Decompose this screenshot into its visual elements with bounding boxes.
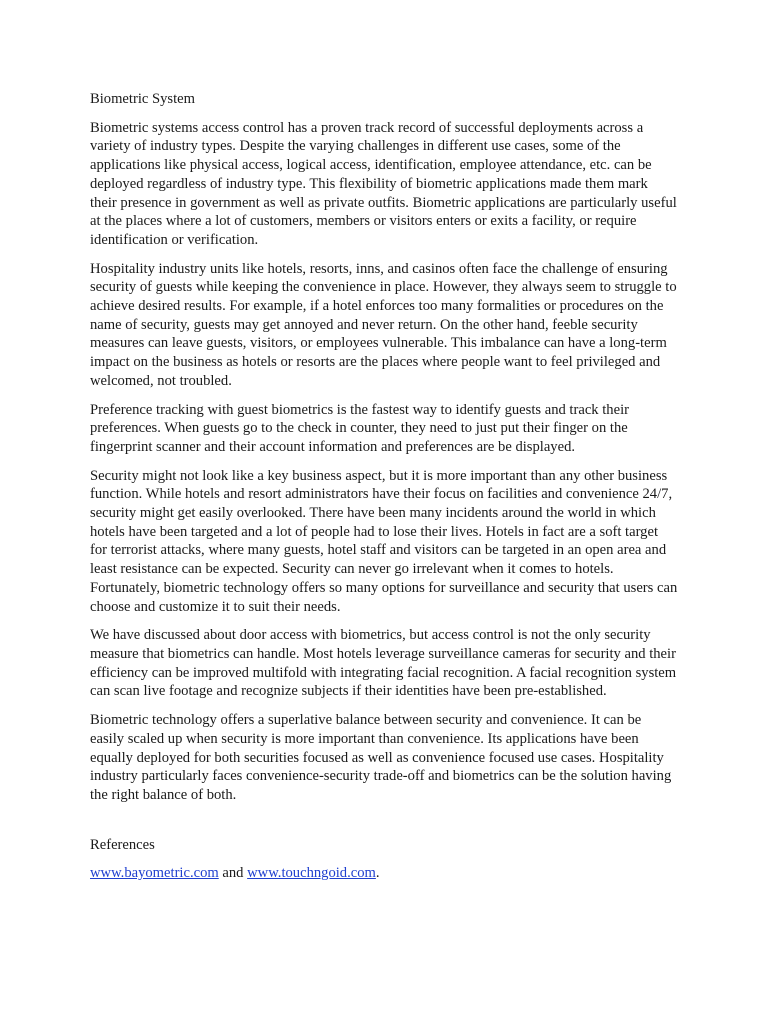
section-spacer <box>90 815 678 836</box>
document-page <box>90 90 678 883</box>
paragraph-conclusion: Biometric technology offers a superlative balance between security and convenience. It can be easily scaled up when security is more important than convenience. Its applications have been equally deployed for both securities focused as well as convenience focused use cases. Hospitality industry particularly faces convenience-security trade-off and biometrics can be the solution having the right balance of both. <box>90 712 672 803</box>
reference-link-touchngoid[interactable]: www.touchngoid.com <box>247 865 376 882</box>
references-end-punct: . <box>375 865 380 882</box>
references-heading: References <box>90 836 155 853</box>
references-line <box>90 864 678 883</box>
references-conjunction: and <box>218 865 248 882</box>
paragraph-intro: Biometric systems access control has a proven track record of successful deployments across a variety of industry types. Despite the varying challenges in different use cases, some of the applications like physical access, logical access, identification, employee attendance, etc. can be deployed regardless of industry type. This flexibility of biometric applications made them mark their presence in government as well as private outfits. Biometric applications are particularly useful at the places where a lot of customers, members or visitors enters or exits a facility, or require identification or verification. <box>90 119 677 248</box>
paragraph-surveillance: We have discussed about door access with biometrics, but access control is not the only security measure that biometrics can handle. Most hotels leverage surveillance cameras for security and their efficiency can be improved multifold with integrating facial recognition. A facial recognition system can scan live footage and recognize subjects if their identities have been pre-established. <box>90 627 677 700</box>
paragraph-hospitality: Hospitality industry units like hotels, resorts, inns, and casinos often face the challenge of ensuring security of guests while keeping the convenience in place. However, they always seem to struggle to achieve desired results. For example, if a hotel enforces too many formalities or procedures on the name of security, guests may get annoyed and never return. On the other hand, feeble security measures can leave guests, visitors, or employees vulnerable. This imbalance can have a long-term impact on the business as hotels or resorts are the places where people want to feel privileged and welcomed, not troubled. <box>90 260 677 389</box>
paragraph-preference-tracking: Preference tracking with guest biometrics is the fastest way to identify guests and track their preferences. When guests go to the check in counter, they need to just put their finger on the fingerprint scanner and their account information and preferences are be displayed. <box>90 401 629 455</box>
document-title: Biometric System <box>90 91 195 107</box>
reference-link-bayometric[interactable]: www.bayometric.com <box>90 865 219 882</box>
paragraph-security: Security might not look like a key business aspect, but it is more important than any other business function. While hotels and resort administrators have their focus on facilities and convenience 24/7, security might get easily overlooked. There have been many incidents around the world in which hotels have been targeted and a lot of people had to lose their lives. Hotels in fact are a soft target for terrorist attacks, where many guests, hotel staff and visitors can be targeted in an open area and least resistance can be expected. Security can never go irrelevant when it comes to hotels. Fortunately, biometric technology offers so many options for surveillance and security that users can choose and customize it to suit their needs. <box>90 467 678 615</box>
